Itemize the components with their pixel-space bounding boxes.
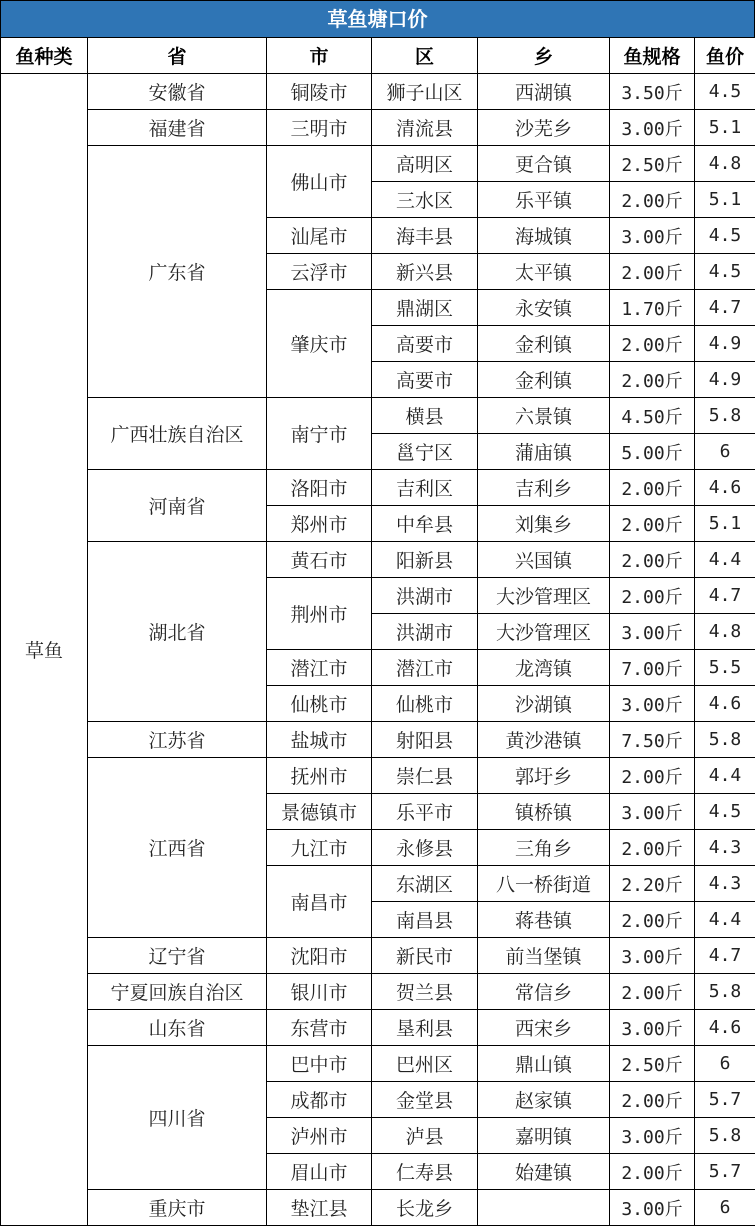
- table-row: [1, 110, 755, 146]
- fish-size-cell: 3.00斤: [610, 614, 695, 650]
- fish-size-cell: 2.00斤: [610, 974, 695, 1010]
- table-row: [1, 974, 755, 1010]
- fish-size-cell: 2.00斤: [610, 542, 695, 578]
- district-cell: 鼎湖区: [372, 290, 478, 326]
- district-cell: 金堂县: [372, 1082, 478, 1118]
- fish-price-cell: 4.4: [695, 902, 755, 938]
- city-cell: 佛山市: [267, 146, 372, 218]
- province-cell: 湖北省: [88, 542, 267, 722]
- fish-price-cell: 5.8: [695, 974, 755, 1010]
- table-row: [1, 1046, 755, 1082]
- fish-price-cell: 4.7: [695, 578, 755, 614]
- city-cell: 黄石市: [267, 542, 372, 578]
- province-cell: 宁夏回族自治区: [88, 974, 267, 1010]
- price-table: [0, 37, 755, 1226]
- header-town: 乡: [478, 38, 610, 74]
- fish-size-cell: 3.00斤: [610, 1010, 695, 1046]
- district-cell: 海丰县: [372, 218, 478, 254]
- district-cell: 阳新县: [372, 542, 478, 578]
- fish-price-cell: 5.7: [695, 1082, 755, 1118]
- table-row: [1, 722, 755, 758]
- fish-price-cell: 4.3: [695, 866, 755, 902]
- town-cell: 郭圩乡: [478, 758, 610, 794]
- table-title: 草鱼塘口价: [0, 0, 755, 37]
- fish-price-cell: 5.5: [695, 650, 755, 686]
- town-cell: 三角乡: [478, 830, 610, 866]
- town-cell: 金利镇: [478, 362, 610, 398]
- fish-price-cell: 4.3: [695, 830, 755, 866]
- header-city: 市: [267, 38, 372, 74]
- district-cell: 巴州区: [372, 1046, 478, 1082]
- town-cell: 大沙管理区: [478, 614, 610, 650]
- fish-size-cell: 7.00斤: [610, 650, 695, 686]
- table-row: [1, 74, 755, 110]
- city-cell: 南昌市: [267, 866, 372, 938]
- fish-price-cell: 4.5: [695, 254, 755, 290]
- district-cell: 邕宁区: [372, 434, 478, 470]
- town-cell: 更合镇: [478, 146, 610, 182]
- city-cell: 南宁市: [267, 398, 372, 470]
- fish-size-cell: 2.00斤: [610, 182, 695, 218]
- fish-price-cell: 5.8: [695, 722, 755, 758]
- fish-price-cell: 6: [695, 1190, 755, 1226]
- fish-size-cell: 3.00斤: [610, 1118, 695, 1154]
- fish-price-cell: 4.9: [695, 362, 755, 398]
- town-cell: 前当堡镇: [478, 938, 610, 974]
- district-cell: 东湖区: [372, 866, 478, 902]
- fish-price-cell: 4.8: [695, 146, 755, 182]
- fish-price-cell: 4.5: [695, 218, 755, 254]
- city-cell: 云浮市: [267, 254, 372, 290]
- town-cell: 鼎山镇: [478, 1046, 610, 1082]
- city-cell: 肇庆市: [267, 290, 372, 398]
- fish-size-cell: 3.50斤: [610, 74, 695, 110]
- city-cell: 仙桃市: [267, 686, 372, 722]
- table-body: [1, 74, 755, 1226]
- fish-price-cell: 6: [695, 1046, 755, 1082]
- town-cell: 太平镇: [478, 254, 610, 290]
- town-cell: 常信乡: [478, 974, 610, 1010]
- district-cell: 狮子山区: [372, 74, 478, 110]
- fish-size-cell: 2.00斤: [610, 470, 695, 506]
- district-cell: 三水区: [372, 182, 478, 218]
- city-cell: 汕尾市: [267, 218, 372, 254]
- table-row: [1, 398, 755, 434]
- town-cell: 赵家镇: [478, 1082, 610, 1118]
- city-cell: 郑州市: [267, 506, 372, 542]
- table-row: [1, 470, 755, 506]
- fish-price-cell: 4.6: [695, 470, 755, 506]
- town-cell: 乐平镇: [478, 182, 610, 218]
- fish-price-cell: 4.4: [695, 758, 755, 794]
- town-cell: 吉利乡: [478, 470, 610, 506]
- province-cell: 重庆市: [88, 1190, 267, 1226]
- town-cell: 嘉明镇: [478, 1118, 610, 1154]
- town-cell: 兴国镇: [478, 542, 610, 578]
- fish-size-cell: 3.00斤: [610, 110, 695, 146]
- town-cell: 黄沙港镇: [478, 722, 610, 758]
- town-cell: 蒲庙镇: [478, 434, 610, 470]
- fish-size-cell: 7.50斤: [610, 722, 695, 758]
- fish-size-cell: 3.00斤: [610, 686, 695, 722]
- district-cell: 清流县: [372, 110, 478, 146]
- town-cell: 始建镇: [478, 1154, 610, 1190]
- table-row: [1, 938, 755, 974]
- town-cell: 永安镇: [478, 290, 610, 326]
- fish-size-cell: 2.00斤: [610, 758, 695, 794]
- district-cell: 乐平市: [372, 794, 478, 830]
- town-cell: 八一桥街道: [478, 866, 610, 902]
- fish-price-cell: 5.8: [695, 398, 755, 434]
- town-cell: 沙湖镇: [478, 686, 610, 722]
- district-cell: 永修县: [372, 830, 478, 866]
- header-row: [1, 38, 755, 74]
- district-cell: 吉利区: [372, 470, 478, 506]
- town-cell: 大沙管理区: [478, 578, 610, 614]
- district-cell: 仁寿县: [372, 1154, 478, 1190]
- city-cell: 沈阳市: [267, 938, 372, 974]
- fish-price-cell: 4.5: [695, 74, 755, 110]
- district-cell: 射阳县: [372, 722, 478, 758]
- fish-size-cell: 3.00斤: [610, 218, 695, 254]
- table-row: [1, 542, 755, 578]
- town-cell: 蒋巷镇: [478, 902, 610, 938]
- city-cell: 景德镇市: [267, 794, 372, 830]
- fish-size-cell: 2.00斤: [610, 362, 695, 398]
- city-cell: 垫江县: [267, 1190, 372, 1226]
- fish-size-cell: 3.00斤: [610, 938, 695, 974]
- header-province: 省: [88, 38, 267, 74]
- city-cell: 抚州市: [267, 758, 372, 794]
- city-cell: 东营市: [267, 1010, 372, 1046]
- fish-size-cell: 3.00斤: [610, 794, 695, 830]
- town-cell: [478, 1190, 610, 1226]
- fish-price-cell: 5.7: [695, 1154, 755, 1190]
- district-cell: 长龙乡: [372, 1190, 478, 1226]
- fish-price-cell: 5.1: [695, 110, 755, 146]
- fish-price-cell: 5.8: [695, 1118, 755, 1154]
- fish-price-cell: 4.4: [695, 542, 755, 578]
- district-cell: 横县: [372, 398, 478, 434]
- province-cell: 河南省: [88, 470, 267, 542]
- city-cell: 潜江市: [267, 650, 372, 686]
- city-cell: 巴中市: [267, 1046, 372, 1082]
- fish-price-cell: 4.5: [695, 794, 755, 830]
- city-cell: 银川市: [267, 974, 372, 1010]
- header-fish-size: 鱼规格: [610, 38, 695, 74]
- table-header: [1, 38, 755, 74]
- province-cell: 安徽省: [88, 74, 267, 110]
- fish-size-cell: 1.70斤: [610, 290, 695, 326]
- fish-price-cell: 4.6: [695, 686, 755, 722]
- fish-size-cell: 2.00斤: [610, 506, 695, 542]
- fish-size-cell: 4.50斤: [610, 398, 695, 434]
- district-cell: 高要市: [372, 362, 478, 398]
- district-cell: 高要市: [372, 326, 478, 362]
- district-cell: 洪湖市: [372, 614, 478, 650]
- fish-size-cell: 2.00斤: [610, 902, 695, 938]
- table-row: [1, 1010, 755, 1046]
- district-cell: 泸县: [372, 1118, 478, 1154]
- fish-price-cell: 4.6: [695, 1010, 755, 1046]
- district-cell: 新民市: [372, 938, 478, 974]
- header-fish-price: 鱼价: [695, 38, 755, 74]
- fish-price-cell: 4.9: [695, 326, 755, 362]
- fish-size-cell: 2.00斤: [610, 254, 695, 290]
- district-cell: 潜江市: [372, 650, 478, 686]
- province-cell: 江西省: [88, 758, 267, 938]
- fish-size-cell: 2.00斤: [610, 578, 695, 614]
- district-cell: 新兴县: [372, 254, 478, 290]
- city-cell: 泸州市: [267, 1118, 372, 1154]
- province-cell: 广东省: [88, 146, 267, 398]
- header-district: 区: [372, 38, 478, 74]
- fish-price-cell: 5.1: [695, 506, 755, 542]
- fish-size-cell: 2.00斤: [610, 1154, 695, 1190]
- fish-size-cell: 2.50斤: [610, 1046, 695, 1082]
- fish-size-cell: 2.00斤: [610, 326, 695, 362]
- province-cell: 江苏省: [88, 722, 267, 758]
- header-fish-type: 鱼种类: [1, 38, 88, 74]
- city-cell: 三明市: [267, 110, 372, 146]
- province-cell: 广西壮族自治区: [88, 398, 267, 470]
- city-cell: 九江市: [267, 830, 372, 866]
- town-cell: 西湖镇: [478, 74, 610, 110]
- fish-size-cell: 2.20斤: [610, 866, 695, 902]
- town-cell: 刘集乡: [478, 506, 610, 542]
- town-cell: 金利镇: [478, 326, 610, 362]
- table-row: [1, 1190, 755, 1226]
- town-cell: 海城镇: [478, 218, 610, 254]
- district-cell: 洪湖市: [372, 578, 478, 614]
- town-cell: 龙湾镇: [478, 650, 610, 686]
- city-cell: 铜陵市: [267, 74, 372, 110]
- town-cell: 沙芜乡: [478, 110, 610, 146]
- fish-price-cell: 6: [695, 434, 755, 470]
- fish-price-cell: 4.7: [695, 938, 755, 974]
- district-cell: 南昌县: [372, 902, 478, 938]
- fish-price-cell: 4.7: [695, 290, 755, 326]
- province-cell: 福建省: [88, 110, 267, 146]
- fish-size-cell: 2.00斤: [610, 830, 695, 866]
- district-cell: 崇仁县: [372, 758, 478, 794]
- district-cell: 仙桃市: [372, 686, 478, 722]
- fish-size-cell: 5.00斤: [610, 434, 695, 470]
- town-cell: 六景镇: [478, 398, 610, 434]
- city-cell: 成都市: [267, 1082, 372, 1118]
- district-cell: 高明区: [372, 146, 478, 182]
- fish-price-cell: 5.1: [695, 182, 755, 218]
- fish-size-cell: 2.50斤: [610, 146, 695, 182]
- town-cell: 西宋乡: [478, 1010, 610, 1046]
- province-cell: 辽宁省: [88, 938, 267, 974]
- district-cell: 中牟县: [372, 506, 478, 542]
- fish-type-cell: 草鱼: [1, 74, 88, 1226]
- table-row: [1, 146, 755, 182]
- district-cell: 垦利县: [372, 1010, 478, 1046]
- city-cell: 荆州市: [267, 578, 372, 650]
- province-cell: 四川省: [88, 1046, 267, 1190]
- fish-size-cell: 2.00斤: [610, 1082, 695, 1118]
- city-cell: 盐城市: [267, 722, 372, 758]
- town-cell: 镇桥镇: [478, 794, 610, 830]
- table-row: [1, 758, 755, 794]
- city-cell: 洛阳市: [267, 470, 372, 506]
- fish-price-cell: 4.8: [695, 614, 755, 650]
- district-cell: 贺兰县: [372, 974, 478, 1010]
- city-cell: 眉山市: [267, 1154, 372, 1190]
- province-cell: 山东省: [88, 1010, 267, 1046]
- fish-size-cell: 3.00斤: [610, 1190, 695, 1226]
